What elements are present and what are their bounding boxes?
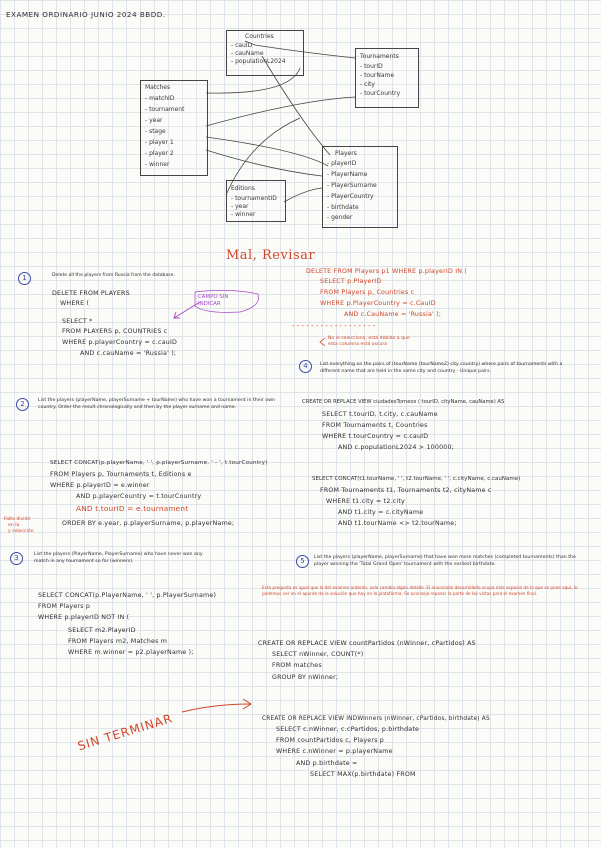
correction-code-line: FROM Players p, Countries c [320,289,415,296]
review-stamp: Mal, Revisar [226,248,316,263]
question-5-statement: List the players (playerName, playerSurname) that have won more matches (completed tournaments) than the player winning the 'Total Grand Open' tournament with the earliest birthdate. [314,555,576,567]
correction-code-line: AND c.CauName = 'Russia' ); [344,311,442,318]
q5-code2-line: SELECT c.nWinner, c.cPartidos, p.birthdate [276,726,420,733]
correction-divider: - - - - - - - - - - - - - - - - - - [292,322,376,330]
q1-code-line: AND c.cauName = 'Russia' ); [80,350,177,357]
q5-code-line: FROM matches [272,662,322,669]
correction-note-line: No lo selecciona, está debido a que [328,336,410,341]
question-4-statement: List everything on the pairs of (tourName (tourName2) city country) where pairs of tournaments with a different name that are held in the same city and country - Unique pairs. [320,362,563,374]
q1-code-line: SELECT * [62,318,93,325]
q4-code2-line: AND t1.city = c.cityName [338,509,424,516]
q2-code-line: AND t.tourID = e.tournament [76,504,189,513]
entity-field: - PlayerName [327,171,368,178]
q3-code-line: FROM Players p [38,603,91,610]
entity-field: - cauName [231,50,264,57]
q4-code2-line: AND t1.tourName <> t2.tourName; [338,520,457,527]
question-2-statement: List the players (playerName, playerSurname + tourName) who have won a tournament in their own country. Order the result chronologically and then by the player surname and name. [38,398,276,410]
correction-code-line: SELECT p.PlayerID [320,278,382,285]
entity-title: Editions [231,185,255,192]
entity-field: - tourID [360,63,383,70]
page-title: EXAMEN ORDINARIO JUNIO 2024 BBDD. [6,10,166,19]
entity-title: Matches [145,84,171,91]
q4-code2-line: SELECT CONCAT(t1.tourName, ' ', t2.tourName, ' ', c.cityName, c.cauName) [312,476,521,482]
q1-code-line: WHERE p.playerCountry = c.cauID [62,339,178,346]
question-2-marker: 2 [16,398,29,411]
entity-field: - playerID [327,160,357,167]
q4-code2-line: FROM Tournaments t1, Tournaments t2, cityName c [320,487,492,494]
entity-field: - matchID [145,95,175,102]
entity-field: - stage [145,128,166,135]
correction-code-line: DELETE FROM Players p1 WHERE p.playerID IN ( [306,268,468,275]
entity-field: - PlayerSurname [327,182,377,189]
question-3-marker: 3 [10,552,23,565]
entity-field: - year [231,203,249,210]
unfinished-annotation: SIN TERMINAR [76,711,175,754]
side-note-line: Falta dividir [4,517,31,522]
question-5-note: Esta pregunta es igual que la del examen anterior, solo cambia algún detalle. El enunciado desarrollado ocupa más espacio de lo que se pone aquí, lo podemos ver en el apunte de la solución que hay en la plataforma. Se aconseja repasar la parte de las vistas para el examen final. [262,585,578,596]
q5-code2-line: CREATE OR REPLACE VIEW INDWinners (nWinner, cPartidos, birthdate) AS [262,716,490,722]
entity-field: - populationL2024 [231,58,286,65]
entity-field: - winner [231,211,256,218]
question-5-marker: 5 [296,555,309,568]
entity-field: - cauID [231,42,253,49]
entity-field: - year [145,117,163,124]
q4-code-line: SELECT t.tourID, t.city, c.cauName [322,411,438,418]
entity-field: - tourCountry [360,90,401,97]
q4-code-line: CREATE OR REPLACE VIEW ciudadesTorneos ( tourID, cityName, cauName) AS [302,399,505,405]
q3-code-line: SELECT m2.PlayerID [68,627,136,634]
q1-code-line: FROM PLAYERS p, COUNTRIES c [62,328,168,335]
q4-code2-line: WHERE t1.city = t2.city [326,498,405,505]
correction-note-line: esta columna está oscura [328,342,388,347]
q5-code2-line: FROM countPartidos c, Players p [276,737,385,744]
q4-code-line: AND c.populationL2024 > 100000; [338,444,455,451]
q1-code-line: WHERE ( [60,300,90,307]
q4-code-line: WHERE t.tourCountry = c.cauID [322,433,429,440]
q3-code-line: WHERE p.playerID NOT IN ( [38,614,130,621]
question-3-statement: List the players (PlayerName, PlayerSurname) who have never won any match in any tournament so far (winners). [34,552,203,564]
q2-code-line: WHERE p.playerID = e.winner [50,482,150,489]
entity-field: - player 1 [145,139,174,146]
question-1-statement: Delete all the players from Russia from the database. [52,273,175,278]
entity-field: - gender [327,214,353,221]
q5-code2-line: SELECT MAX(p.birthdate) FROM [310,771,416,778]
q3-code-line: FROM Players m2, Matches m [68,638,168,645]
q2-code-line: ORDER BY e.year, p.playerSurname, p.playerName; [62,520,235,527]
question-4-marker: 4 [299,360,312,373]
q5-code-line: GROUP BY nWinner; [272,674,339,681]
q2-code-line: FROM Players p, Tournaments t, Editions e [50,471,192,478]
entity-field: - player 2 [145,150,174,157]
entity-field: - birthdate [327,204,359,211]
entity-field: - tournament [145,106,185,113]
q3-code-line: SELECT CONCAT(p.PlayerName, ' ', p.PlayerSurname) [38,592,217,599]
entity-title: Countries [245,33,274,40]
entity-field: - tourName [360,72,395,79]
entity-title: Players [335,150,357,157]
entity-field: - tournamentID [231,195,277,202]
q2-code-line: SELECT CONCAT(p.playerName, ' ', p.playerSurname, ' - ', t.tourCountry) [50,460,268,466]
entity-field: - city [360,81,375,88]
q5-code-line: CREATE OR REPLACE VIEW countPartidos (nWinner, cPartidos) AS [258,640,476,647]
question-1-marker: 1 [18,272,31,285]
q1-code-line: DELETE FROM PLAYERS [52,290,130,297]
side-note-line: en la [8,523,20,528]
side-note-line: y selección [8,529,34,534]
q4-code-line: FROM Tournaments t, Countries [322,422,428,429]
q3-code-line: WHERE m.winner = p2.playerName ); [68,649,194,656]
q5-code-line: SELECT nWinner, COUNT(*) [272,651,364,658]
entity-title: Tournaments [360,53,399,60]
entity-field: - PlayerCountry [327,193,374,200]
purple-note-line: INDICAR [198,301,221,307]
q2-code-line: AND p.playerCountry = t.tourCountry [76,493,202,500]
q5-code2-line: WHERE c.nWinner = p.playerName [276,748,393,755]
q5-code2-line: AND p.birthdate = [296,760,358,767]
entity-field: - winner [145,161,170,168]
purple-note-line: CAMPO SIN [198,294,229,300]
correction-code-line: WHERE p.PlayerCountry = c.CauID [320,300,436,307]
